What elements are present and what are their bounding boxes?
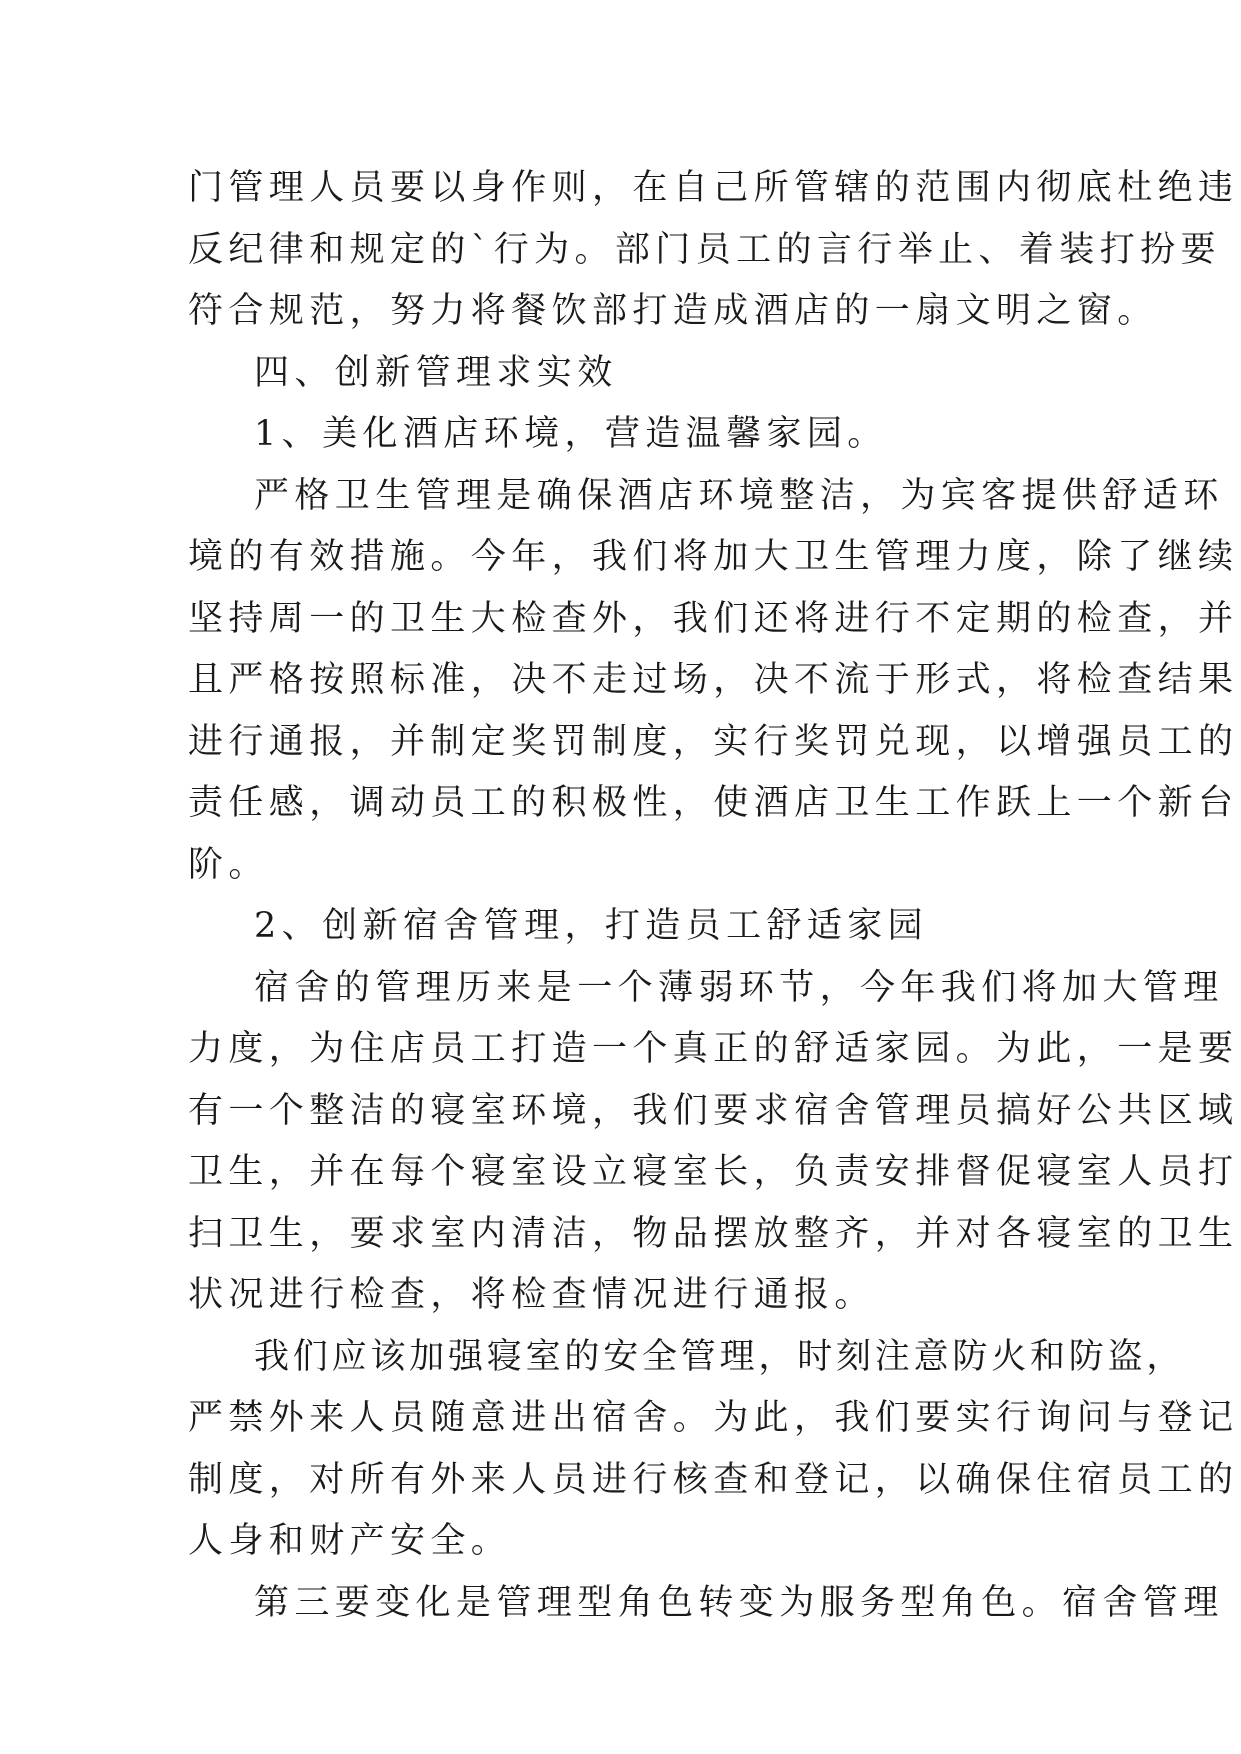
text-line: 严禁外来人员随意进出宿舍。为此，我们要实行询问与登记 [188,1398,1239,1438]
text-line: 扫卫生，要求室内清洁，物品摆放整齐，并对各寝室的卫生 [188,1213,1239,1254]
text-line: 制度，对所有外来人员进行核查和登记，以确保住宿员工的 [188,1459,1239,1500]
document-body [188,158,1239,1634]
text-line: 阶。 [188,844,269,885]
text-line: 我们应该加强寝室的安全管理，时刻注意防火和防盗， [254,1336,1186,1377]
text-line: 且严格按照标准，决不走过场，决不流于形式，将检查结果 [188,660,1239,700]
text-line: 符合规范，努力将餐饮部打造成酒店的一扇文明之窗。 [188,291,1158,331]
text-line: 第三要变化是管理型角色转变为服务型角色。宿舍管理 [254,1582,1224,1623]
section-heading: 四、创新管理求实效 [254,352,618,393]
text-line: 境的有效措施。今年，我们将加大卫生管理力度，除了继续 [188,537,1239,577]
text-line: 门管理人员要以身作则，在自己所管辖的范围内彻底杜绝违 [188,168,1239,208]
text-line: 责任感，调动员工的积极性，使酒店卫生工作跃上一个新台 [188,783,1239,823]
text-line: 有一个整洁的寝室环境，我们要求宿舍管理员搞好公共区域 [188,1090,1239,1131]
text-line: 进行通报，并制定奖罚制度，实行奖罚兑现，以增强员工的 [188,721,1239,762]
text-line: 力度，为住店员工打造一个真正的舒适家园。为此，一是要 [188,1029,1239,1069]
text-line: 状况进行检查，将检查情况进行通报。 [188,1275,875,1315]
text-line: 严格卫生管理是确保酒店环境整洁，为宾客提供舒适环 [254,475,1224,516]
text-line: 反纪律和规定的`行为。部门员工的言行举止、着装打扮要 [188,229,1221,270]
text-line: 宿舍的管理历来是一个薄弱环节，今年我们将加大管理 [254,967,1224,1008]
text-line: 卫生，并在每个寝室设立寝室长，负责安排督促寝室人员打 [188,1152,1239,1192]
text-line: 坚持周一的卫生大检查外，我们还将进行不定期的检查，并 [188,598,1239,639]
text-line: 人身和财产安全。 [188,1521,512,1561]
subsection-heading: 1、美化酒店环境，营造温馨家园。 [254,414,888,454]
subsection-heading: 2、创新宿舍管理，打造员工舒适家园 [254,906,929,946]
